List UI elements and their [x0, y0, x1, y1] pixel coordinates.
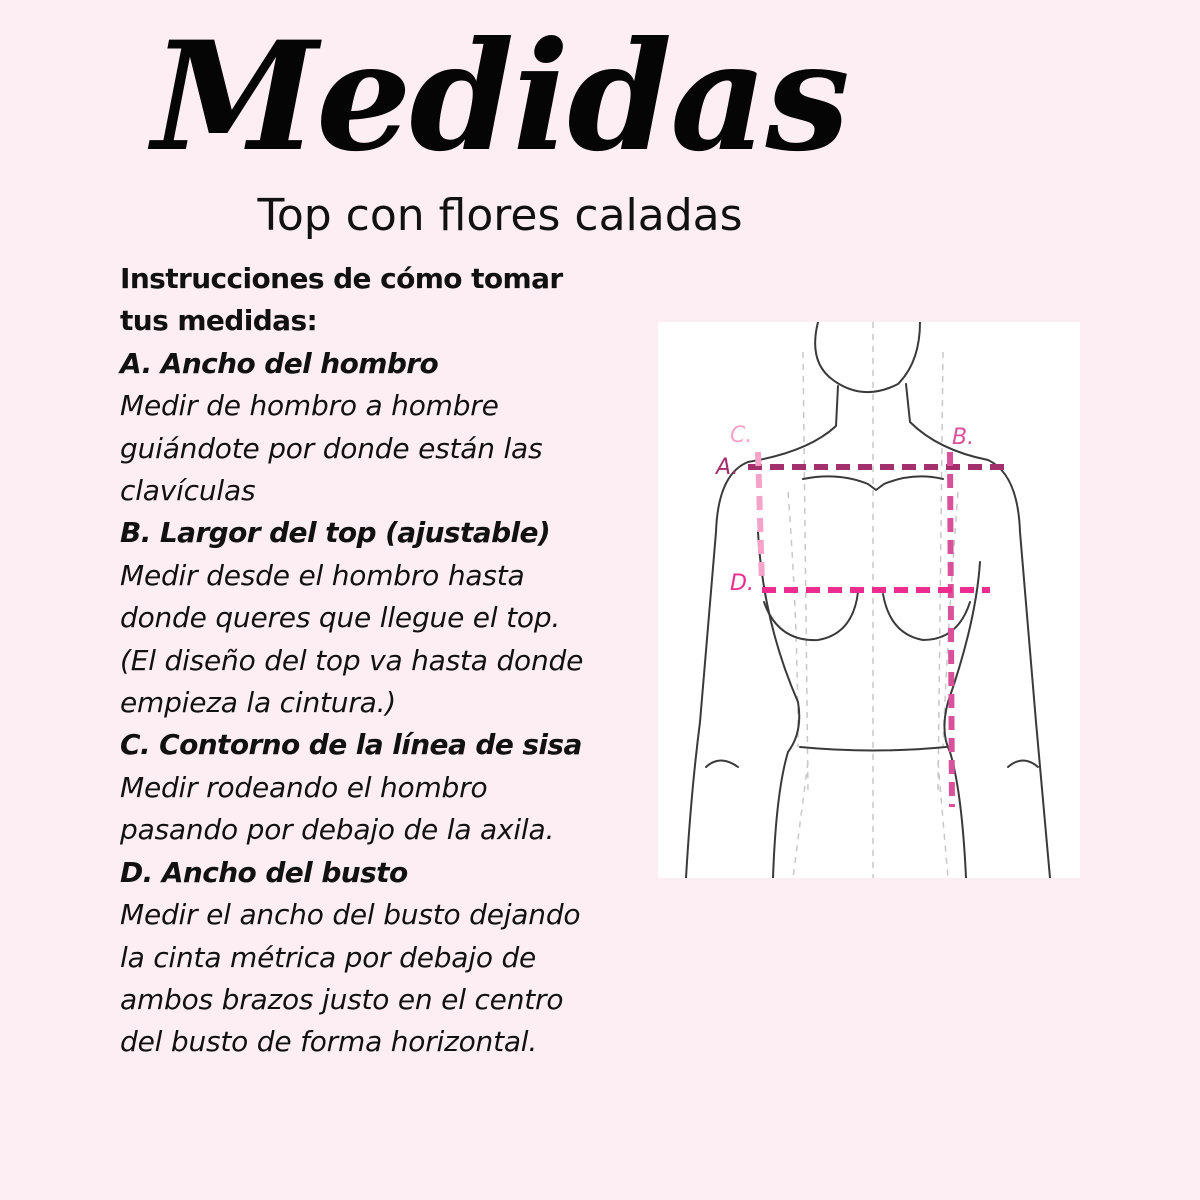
- intro-line: Instrucciones de cómo tomar: [120, 262, 563, 295]
- right-bust: [883, 594, 970, 640]
- section-d-line: ambos brazos justo en el centro: [120, 982, 564, 1016]
- left-body-outline: [686, 386, 838, 878]
- left-princess-guide: [788, 492, 798, 747]
- right-elbow: [1008, 761, 1038, 768]
- section-b-title: B. Largor del top (ajustable): [120, 516, 551, 550]
- section-a-line: Medir de hombro a hombre: [120, 389, 499, 423]
- section-d: [120, 852, 680, 1064]
- instructions-intro: [120, 258, 680, 343]
- left-guide: [803, 352, 808, 792]
- chin-outline: [815, 322, 920, 392]
- section-c-title: C. Contorno de la línea de sisa: [120, 728, 582, 762]
- left-hip-guide: [793, 762, 808, 878]
- section-b-line: empieza la cintura.): [120, 686, 397, 720]
- measure-line-c: [758, 452, 762, 584]
- right-guide: [938, 352, 943, 792]
- label-b: B.: [952, 425, 975, 450]
- right-body-outline: [906, 384, 1050, 878]
- section-b-line: Medir desde el hombro hasta: [120, 558, 525, 592]
- guide-lines: [788, 322, 958, 878]
- body-outline: [686, 322, 1050, 878]
- section-d-line: del busto de forma horizontal.: [120, 1025, 538, 1059]
- intro-line: tus medidas:: [120, 304, 318, 338]
- section-c: [120, 724, 680, 851]
- label-c: C.: [730, 423, 753, 448]
- label-d: D.: [730, 571, 754, 596]
- instructions: [120, 258, 680, 1064]
- section-a-title: A. Ancho del hombro: [120, 346, 439, 380]
- page-subtitle: Top con flores caladas: [257, 190, 743, 241]
- right-hip-guide: [938, 762, 948, 878]
- section-b-line: (El diseño del top va hasta donde: [120, 643, 584, 677]
- section-b: [120, 512, 680, 724]
- left-bust: [764, 592, 858, 640]
- section-a-line: guiándote por donde están las: [120, 431, 543, 465]
- section-d-title: D. Ancho del busto: [120, 855, 408, 889]
- section-d-line: Medir el ancho del busto dejando: [120, 898, 581, 932]
- section-a-line: clavículas: [120, 474, 256, 508]
- torso-diagram: [658, 322, 1080, 878]
- section-c-line: pasando por debajo de la axila.: [120, 813, 555, 847]
- page-title: Medidas: [152, 9, 848, 185]
- section-d-line: la cinta métrica por debajo de: [120, 940, 537, 974]
- section-c-line: Medir rodeando el hombro: [120, 770, 488, 804]
- section-a: [120, 343, 680, 513]
- left-elbow: [706, 761, 738, 768]
- torso-illustration: [658, 322, 1080, 878]
- section-b-line: donde queres que llegue el top.: [120, 601, 561, 635]
- label-a: A.: [716, 455, 739, 480]
